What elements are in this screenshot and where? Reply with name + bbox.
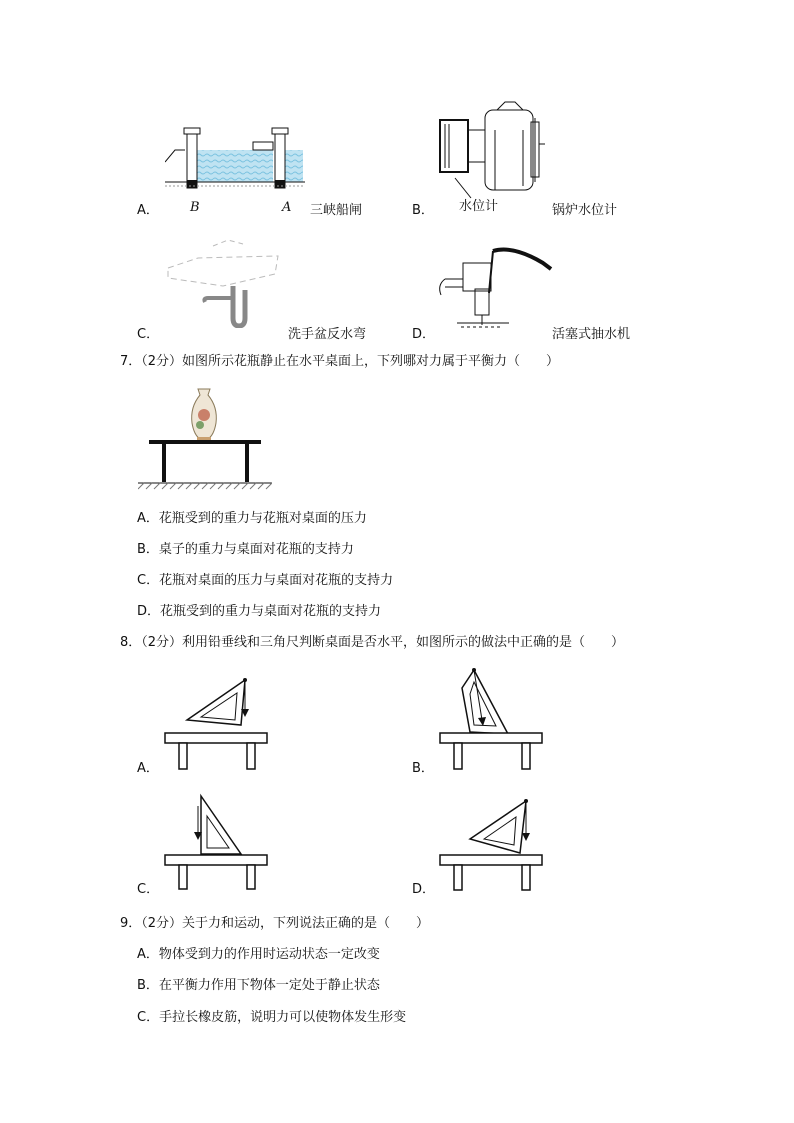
piston-pump-figure bbox=[433, 243, 553, 333]
gate-label-a: A bbox=[282, 200, 292, 215]
q9-option-a: A．物体受到力的作用时运动状态一定改变 bbox=[137, 947, 380, 962]
question-7-stem: 7．（2分）如图所示花瓶静止在水平桌面上，下列哪对力属于平衡力（ ） bbox=[120, 354, 560, 369]
option-d-caption: 活塞式抽水机 bbox=[552, 327, 631, 342]
option-b-caption: 锅炉水位计 bbox=[552, 203, 618, 218]
q7-option-b: B．桌子的重力与桌面对花瓶的支持力 bbox=[137, 542, 354, 557]
q9-option-b: B．在平衡力作用下物体一定处于静止状态 bbox=[137, 978, 380, 993]
question-9-stem: 9．（2分）关于力和运动，下列说法正确的是（ ） bbox=[120, 916, 430, 931]
triangle-ruler-figure-d bbox=[438, 795, 546, 893]
triangle-ruler-figure-a bbox=[163, 675, 271, 773]
option-a-letter: A． bbox=[137, 203, 159, 218]
option-b-letter: B． bbox=[412, 203, 434, 218]
vase-on-table-figure bbox=[138, 385, 272, 493]
boiler-gauge-figure bbox=[435, 100, 555, 200]
triangle-ruler-figure-b bbox=[438, 668, 546, 772]
option-c-caption: 洗手盆反水弯 bbox=[288, 327, 367, 342]
ship-lock-figure bbox=[165, 122, 305, 198]
gate-label-b: B bbox=[190, 200, 200, 215]
q7-option-c: C．花瓶对桌面的压力与桌面对花瓶的支持力 bbox=[137, 573, 394, 588]
q8-option-c-letter: C． bbox=[137, 882, 160, 897]
q7-option-a: A．花瓶受到的重力与花瓶对桌面的压力 bbox=[137, 511, 367, 526]
option-c-letter: C． bbox=[137, 327, 160, 342]
q7-option-d: D．花瓶受到的重力与桌面对花瓶的支持力 bbox=[137, 604, 382, 619]
q8-option-d-letter: D． bbox=[412, 882, 436, 897]
sink-trap-figure bbox=[163, 238, 293, 328]
gauge-pointer-label: 水位计 bbox=[459, 199, 499, 214]
q8-option-b-letter: B． bbox=[412, 761, 434, 776]
q8-option-a-letter: A． bbox=[137, 761, 159, 776]
q9-option-c: C．手拉长橡皮筋，说明力可以使物体发生形变 bbox=[137, 1010, 407, 1025]
option-d-letter: D． bbox=[412, 327, 436, 342]
question-8-stem: 8．（2分）利用铅垂线和三角尺判断桌面是否水平，如图所示的做法中正确的是（ ） bbox=[120, 635, 625, 650]
triangle-ruler-figure-c bbox=[163, 792, 271, 892]
option-a-caption: 三峡船闸 bbox=[310, 203, 363, 218]
